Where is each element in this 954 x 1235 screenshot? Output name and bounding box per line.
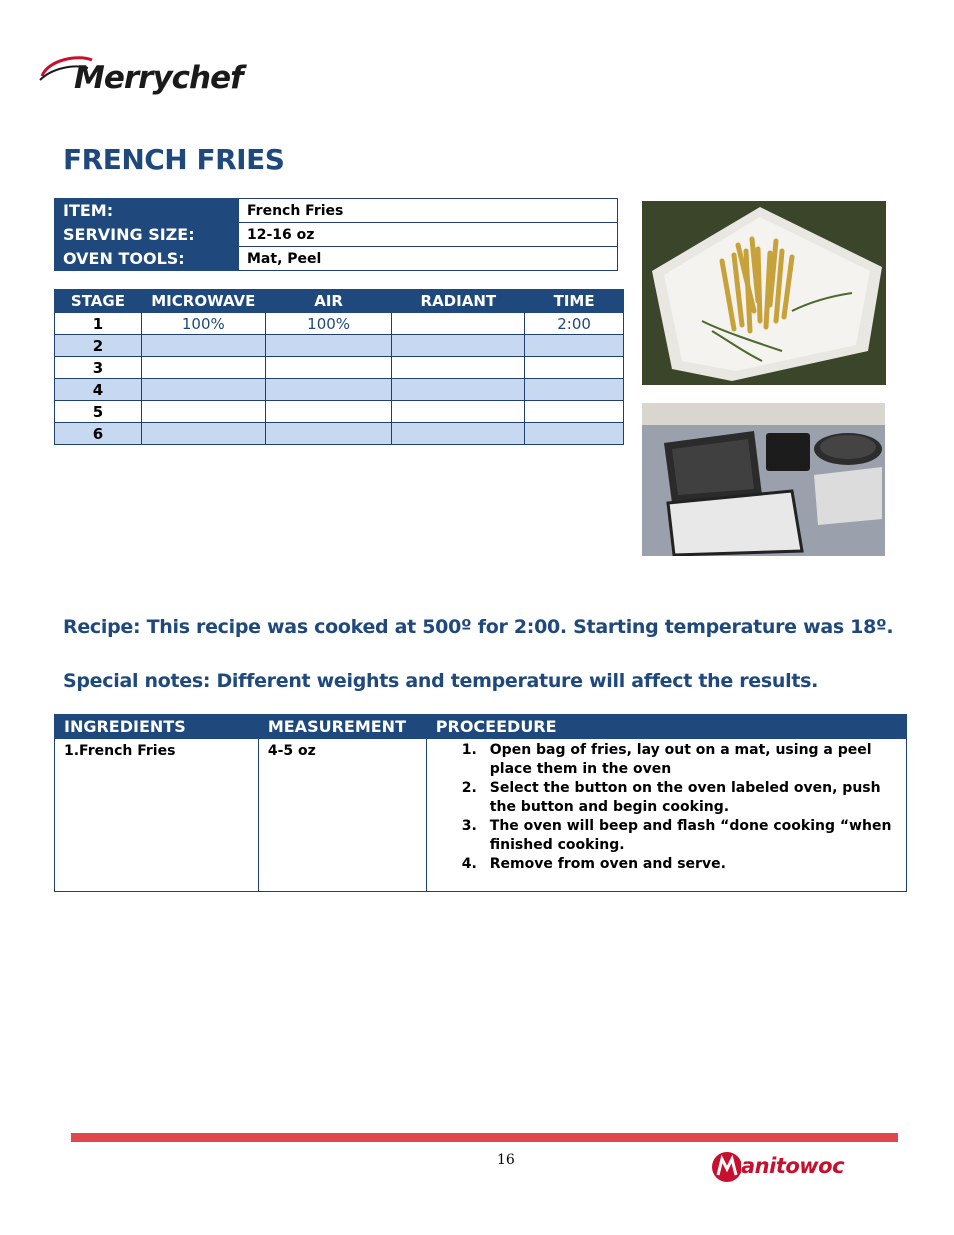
stage-row: [55, 335, 624, 357]
procedure-step: [462, 779, 896, 817]
measurement-cell: 4-5 oz: [258, 739, 426, 892]
ingredient-cell: 1.French Fries: [55, 739, 259, 892]
stage-number: 4: [55, 379, 142, 401]
info-row-item: [55, 199, 618, 223]
info-label: ITEM:: [55, 199, 239, 223]
french-fries-photo: [642, 201, 886, 385]
time-value: [525, 357, 624, 379]
info-row-oven-tools: [55, 247, 618, 271]
air-value: 100%: [265, 313, 392, 335]
step-text: The oven will beep and flash “done cooking “when finished cooking.: [489, 818, 892, 853]
stage-row: [55, 313, 624, 335]
merrychef-logo: [38, 50, 268, 110]
time-value: 2:00: [525, 313, 624, 335]
manitowoc-wordmark: anitowoc: [741, 1154, 845, 1178]
info-row-serving-size: [55, 223, 618, 247]
column-header: PROCEEDURE: [426, 715, 906, 739]
radiant-value: [392, 401, 525, 423]
procedure-step: [462, 741, 896, 779]
info-label: SERVING SIZE:: [55, 223, 239, 247]
stage-number: 2: [55, 335, 142, 357]
stage-row: [55, 379, 624, 401]
step-text: Select the button on the oven labeled oven, push the button and begin cooking.: [489, 780, 881, 815]
step-number: 4.: [461, 856, 477, 872]
stage-row: [55, 357, 624, 379]
time-value: [525, 379, 624, 401]
microwave-value: [141, 379, 265, 401]
column-header: MICROWAVE: [141, 290, 265, 313]
special-notes: Special notes: Different weights and temperature will affect the results.: [63, 670, 819, 692]
microwave-value: [141, 423, 265, 445]
step-text: Open bag of fries, lay out on a mat, using a peel place them in the oven: [489, 742, 872, 777]
column-header: MEASUREMENT: [258, 715, 426, 739]
microwave-value: [141, 335, 265, 357]
radiant-value: [392, 357, 525, 379]
merrychef-wordmark: Merrychef: [74, 60, 243, 96]
procedure-step: [462, 817, 896, 855]
air-value: [265, 357, 392, 379]
column-header: RADIANT: [392, 290, 525, 313]
step-number: 3.: [461, 818, 477, 834]
procedure-cell: [426, 739, 906, 892]
stage-number: 1: [55, 313, 142, 335]
column-header: STAGE: [55, 290, 142, 313]
recipe-description: Recipe: This recipe was cooked at 500º for 2:00. Starting temperature was 18º.: [63, 616, 894, 638]
info-value: French Fries: [239, 199, 618, 223]
stage-number: 5: [55, 401, 142, 423]
column-header: TIME: [525, 290, 624, 313]
air-value: [265, 401, 392, 423]
manitowoc-m-icon: [711, 1150, 741, 1184]
info-label: OVEN TOOLS:: [55, 247, 239, 271]
item-info-table: [54, 198, 618, 271]
time-value: [525, 335, 624, 357]
page-number: 16: [497, 1152, 515, 1168]
info-value: Mat, Peel: [239, 247, 618, 271]
ingredients-table: [54, 714, 907, 892]
page-title: FRENCH FRIES: [63, 143, 285, 176]
step-number: 1.: [461, 742, 477, 758]
air-value: [265, 335, 392, 357]
stage-header-row: [55, 290, 624, 313]
radiant-value: [392, 379, 525, 401]
info-value: 12-16 oz: [239, 223, 618, 247]
radiant-value: [392, 313, 525, 335]
microwave-value: [141, 401, 265, 423]
time-value: [525, 401, 624, 423]
radiant-value: [392, 335, 525, 357]
step-text: Remove from oven and serve.: [489, 856, 726, 872]
stage-settings-table: [54, 289, 624, 445]
time-value: [525, 423, 624, 445]
manitowoc-logo: [711, 1150, 851, 1186]
ingredients-header-row: [55, 715, 907, 739]
microwave-value: 100%: [141, 313, 265, 335]
air-value: [265, 379, 392, 401]
step-number: 2.: [461, 780, 477, 796]
stage-number: 6: [55, 423, 142, 445]
stage-row: [55, 423, 624, 445]
air-value: [265, 423, 392, 445]
stage-number: 3: [55, 357, 142, 379]
column-header: AIR: [265, 290, 392, 313]
oven-tools-photo: [642, 403, 885, 556]
column-header: INGREDIENTS: [55, 715, 259, 739]
ingredients-row: [55, 739, 907, 892]
procedure-steps: [462, 741, 896, 874]
microwave-value: [141, 357, 265, 379]
radiant-value: [392, 423, 525, 445]
stage-row: [55, 401, 624, 423]
footer-divider: [71, 1133, 898, 1142]
procedure-step: [462, 855, 896, 874]
